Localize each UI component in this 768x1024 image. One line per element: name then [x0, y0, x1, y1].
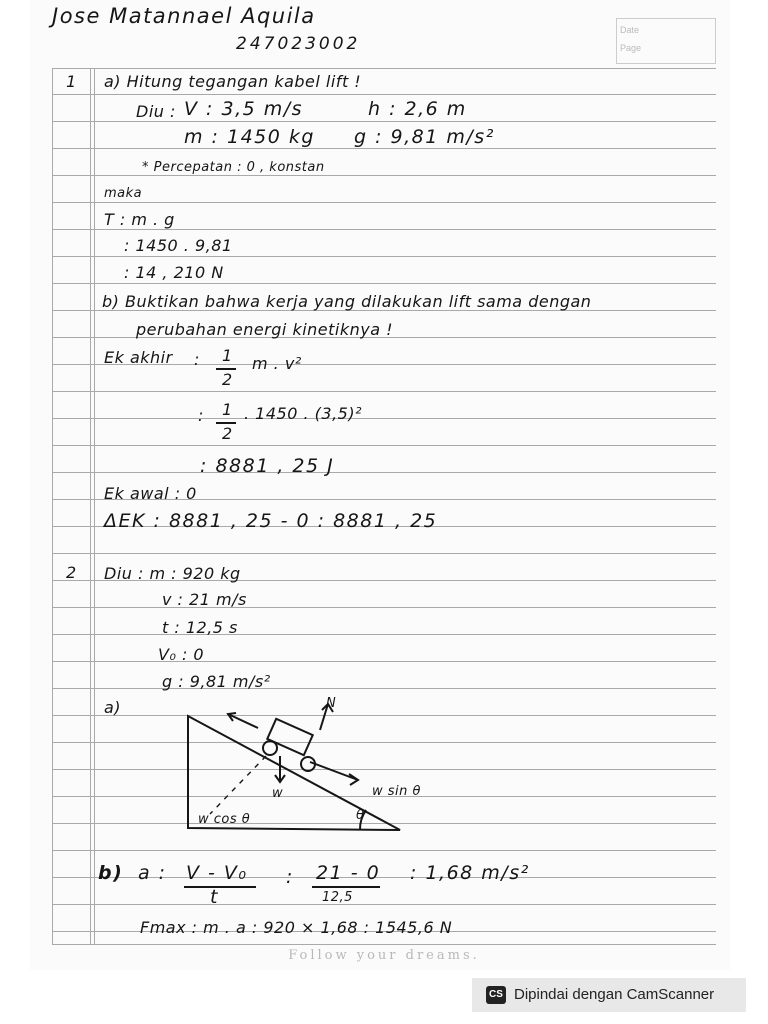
q2-velocity: v : 21 m/s [162, 590, 247, 609]
q1-acceleration-note: * Percepatan : 0 , konstan [142, 160, 325, 175]
q1-maka: maka [104, 186, 143, 201]
eq2-rhs: . 1450 . (3,5)² [244, 404, 362, 423]
wheel-left [263, 741, 277, 755]
date-label: Date [620, 25, 640, 35]
q1-mass: m : 1450 kg [184, 126, 315, 148]
q2-mass: Diu : m : 920 kg [104, 564, 241, 583]
weight-label: w [272, 786, 284, 801]
q1-velocity: V : 3,5 m/s [184, 98, 304, 120]
date-page-box [616, 18, 716, 64]
eq2-frac-num: 1 [222, 400, 233, 419]
q2b-a-equals: a : [138, 862, 167, 884]
friction-arrow [228, 713, 258, 728]
w-sin-label: w sin θ [372, 784, 421, 799]
q2-time: t : 12,5 s [162, 618, 238, 637]
q2b-denominator1: t [210, 886, 219, 908]
eq1-rhs: m . v² [252, 354, 302, 373]
ek-akhir-label: Ek akhir [104, 348, 173, 367]
student-name: Jose Matannael Aquila [52, 4, 316, 28]
eq2-equals: : [198, 406, 204, 425]
q2b-fmax: Fmax : m . a : 920 × 1,68 : 1545,6 N [140, 918, 453, 937]
q1-height: h : 2,6 m [368, 98, 467, 120]
q2b-equals-mid: : [286, 866, 294, 888]
q1a-question: a) Hitung tegangan kabel lift ! [104, 72, 362, 91]
q1-tension-formula: T : m . g [104, 210, 175, 229]
eq1-frac-den: 2 [222, 370, 233, 389]
q1b-question-line1: b) Buktikan bahwa kerja yang dilakukan lift sama dengan [102, 292, 592, 311]
camscanner-badge [472, 978, 746, 1012]
eq1-frac-num: 1 [222, 346, 233, 365]
student-id: 247023002 [236, 34, 361, 54]
footer-motto: Follow your dreams. [288, 948, 480, 963]
q2b-denominator2: 12,5 [322, 890, 353, 905]
eq1-equals: : [194, 350, 200, 369]
q2b-acceleration-result: : 1,68 m/s² [410, 862, 530, 884]
delta-ek: ΔEK : 8881 , 25 - 0 : 8881 , 25 [104, 510, 438, 532]
ek-awal: Ek awal : 0 [104, 484, 197, 503]
q1-gravity: g : 9,81 m/s² [354, 126, 495, 148]
w-cos-label: w cos θ [198, 812, 251, 827]
wsin-arrow [310, 762, 358, 785]
page-label: Page [620, 43, 642, 53]
q2-gravity: g : 9,81 m/s² [162, 672, 271, 691]
normal-force-label: N [326, 696, 337, 711]
theta-label: θ [356, 808, 365, 823]
weight-arrow [275, 756, 285, 782]
eq2-frac-den: 2 [222, 424, 233, 443]
q2a-label: a) [104, 698, 122, 717]
q2-initial-velocity: V₀ : 0 [158, 645, 205, 664]
block [267, 719, 312, 755]
q2b-numerator2: 21 - 0 [316, 862, 381, 884]
q2-number: 2 [66, 563, 77, 582]
q1-diu-label: Diu : [136, 102, 176, 121]
q1-tension-result: : 14 , 210 N [124, 263, 224, 282]
q2b-label: b) [98, 862, 124, 884]
q2b-numerator1: V - V₀ [186, 862, 248, 884]
ek-akhir-result: : 8881 , 25 J [200, 455, 335, 477]
camscanner-logo: CS [486, 986, 506, 1004]
camscanner-label: Dipindai dengan CamScanner [514, 986, 715, 1003]
q1-tension-substitution: : 1450 . 9,81 [124, 236, 233, 255]
q1-number: 1 [66, 72, 77, 91]
dashed-line [210, 756, 266, 814]
q1b-question-line2: perubahan energi kinetiknya ! [136, 320, 394, 339]
